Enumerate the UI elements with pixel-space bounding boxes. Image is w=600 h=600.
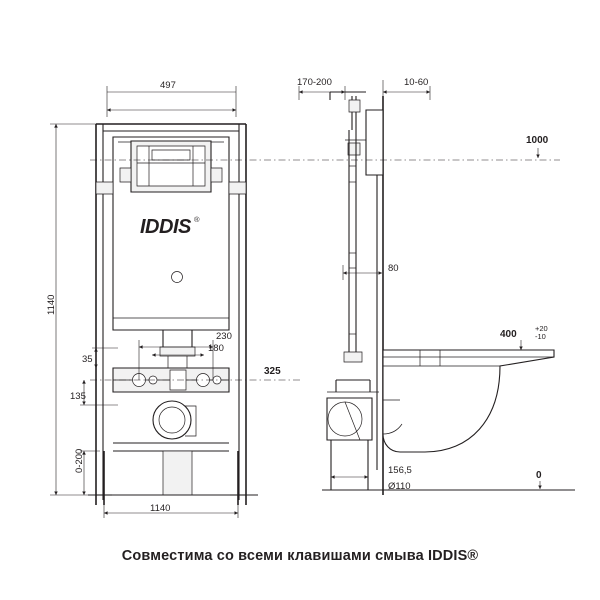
dim-inlet-depth: 80 <box>388 263 399 274</box>
dim-total-height: 1140 <box>46 294 57 315</box>
compatibility-caption: Совместима со всеми клавишами смыва IDDIS® <box>121 548 479 564</box>
floor-outlet-stub <box>163 451 192 495</box>
dim-bracket-outer: 230 <box>216 331 232 342</box>
dim-bowl-height-tol-plus: +20 <box>535 324 548 333</box>
flush-connector <box>160 347 195 356</box>
frame-left-bracket <box>96 182 113 194</box>
dim-frame-width: 497 <box>160 80 176 91</box>
dim-bowl-height: 400 <box>500 329 517 340</box>
dim-zero-level: 0 <box>536 470 542 481</box>
cistern-side-top <box>366 110 383 175</box>
dim-outlet-diameter: Ø110 <box>388 481 411 492</box>
dim-base-width: 1140 <box>150 503 171 514</box>
waste-outlet-side <box>327 398 372 440</box>
dim-wall-offset: 170-200 <box>297 77 332 88</box>
dim-offset-325: 325 <box>264 366 281 377</box>
brand-label: IDDIS <box>140 216 191 238</box>
dim-outlet-offset: 156,5 <box>388 465 412 476</box>
dim-height-1000: 1000 <box>526 135 549 146</box>
dim-bowl-height-tol-minus: -10 <box>535 332 546 341</box>
side-view-group <box>322 92 575 495</box>
brand-registered-mark: ® <box>194 215 200 224</box>
dim-panel-thickness: 10-60 <box>404 77 429 88</box>
wc-bowl <box>383 350 554 452</box>
dim-bracket-inner: 180 <box>208 343 224 354</box>
dim-offset-35: 35 <box>82 354 93 365</box>
frame-right-bracket <box>229 182 246 194</box>
dim-offset-135: 135 <box>70 391 86 402</box>
dim-floor-range: 0-200 <box>74 448 85 473</box>
front-view-group <box>88 124 258 505</box>
